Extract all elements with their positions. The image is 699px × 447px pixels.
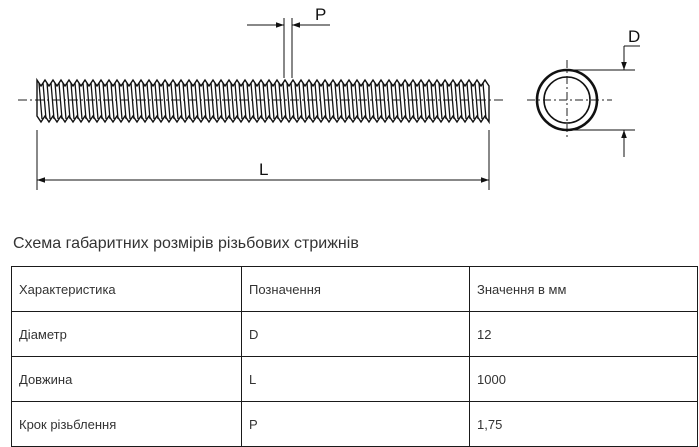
table-cell: D (242, 312, 470, 357)
pitch-label: P (315, 5, 327, 24)
length-dimension (37, 130, 489, 190)
table-cell: 1,75 (470, 402, 698, 447)
table-row (12, 402, 698, 447)
table-row (12, 357, 698, 402)
table-header-row (12, 267, 698, 312)
diameter-dimension (567, 27, 640, 157)
table-cell: L (242, 357, 470, 402)
header-characteristic: Характеристика (12, 267, 242, 312)
table-cell: P (242, 402, 470, 447)
table-cell: 1000 (470, 357, 698, 402)
header-designation: Позначення (242, 267, 470, 312)
table-row (12, 312, 698, 357)
figure-caption: Схема габаритних розмірів різьбових стрижнів (13, 235, 359, 252)
header-value-mm: Значення в мм (470, 267, 698, 312)
dimensions-table (11, 266, 698, 447)
length-label: L (259, 160, 269, 179)
table-cell: 12 (470, 312, 698, 357)
threaded-rod-drawing (0, 0, 699, 200)
diameter-label: D (628, 27, 641, 46)
table-cell: Діаметр (12, 312, 242, 357)
pitch-dimension (247, 5, 330, 78)
table-cell: Довжина (12, 357, 242, 402)
threaded-rod (37, 80, 489, 122)
rod-cross-section (527, 60, 612, 140)
table-cell: Крок різьблення (12, 402, 242, 447)
